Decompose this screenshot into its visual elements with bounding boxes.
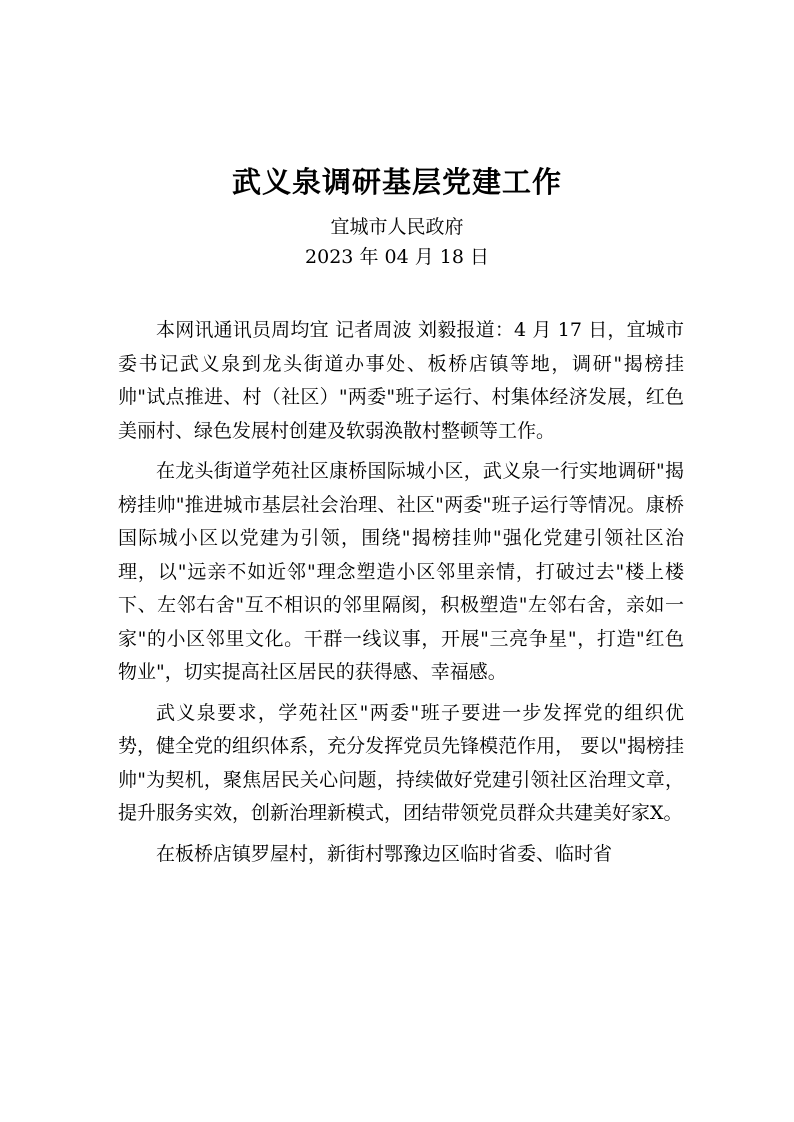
- paragraph-3: 武义泉要求，学苑社区"两委"班子要进一步发挥党的组织优势，健全党的组织体系，充分发挥党员先锋模范作用， 要以"揭榜挂帅"为契机，聚焦居民关心问题，持续做好党建引领社区治理文章，提升服务实效，创新治理新模式，团结带领党员群众共建美好家X。: [118, 701, 684, 824]
- paragraph-1: 本网讯通讯员周均宜 记者周波 刘毅报道：4 月 17 日，宜城市委书记武义泉到龙头街道办事处、板桥店镇等地，调研"揭榜挂帅"试点推进、村（社区）"两委"班子运行、村集体经济发展，红色美丽村、绿色发展村创建及软弱涣散村整顿等工作。: [118, 319, 684, 442]
- document-title: 武义泉调研基层党建工作: [231, 165, 562, 199]
- document-body: [118, 314, 684, 878]
- paragraph-2: 在龙头街道学苑社区康桥国际城小区，武义泉一行实地调研"揭榜挂帅"推进城市基层社会治理、社区"两委"班子运行等情况。康桥国际城小区以党建为引领，围绕"揭榜挂帅"强化党建引领社区治理，以"远亲不如近邻"理念塑造小区邻里亲情，打破过去"楼上楼下、左邻右舍"互不相识的邻里隔阂，积极塑造"左邻右舍，亲如一家"的小区邻里文化。干群一线议事，开展"三亮争星"，打造"红色物业"，切实提高社区居民的获得感、幸福感。: [118, 460, 684, 683]
- document-date: 2023 年 04 月 18 日: [305, 246, 489, 268]
- document-source: 宜城市人民政府: [330, 216, 464, 238]
- paragraph-4: 在板桥店镇罗屋村，新街村鄂豫边区临时省委、临时省: [156, 842, 613, 865]
